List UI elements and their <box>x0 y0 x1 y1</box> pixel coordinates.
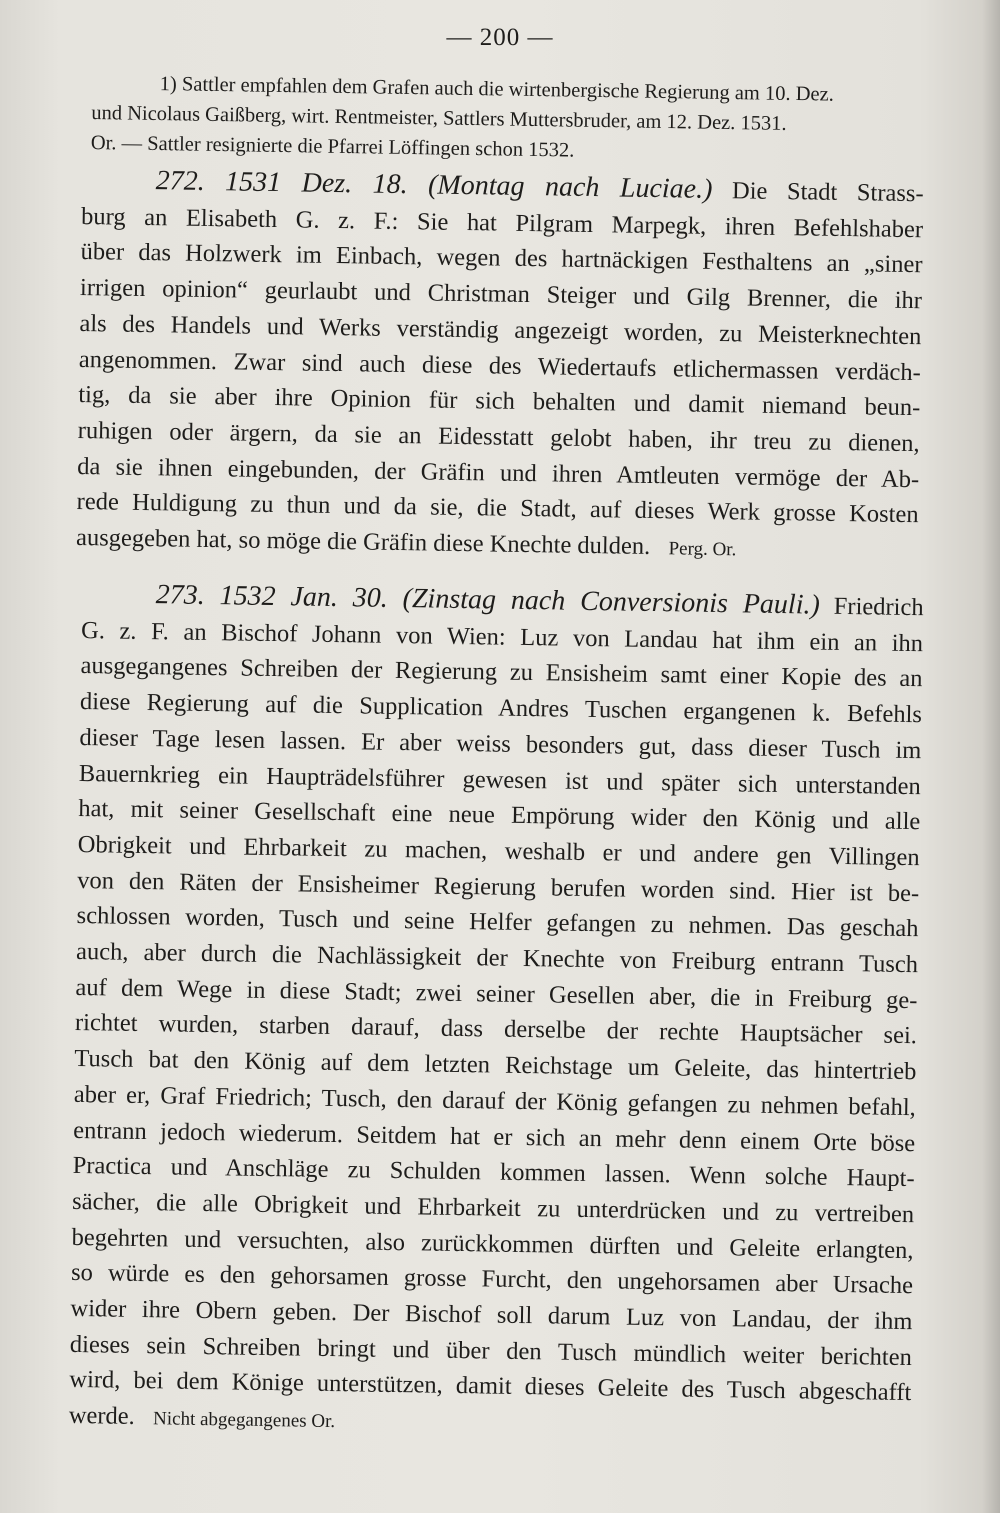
entry-line: hat, mit seiner Gesellschaft eine neue Empörung wider den König und alle <box>78 795 921 836</box>
entry-line: tig, da sie aber ihre Opinion für sich behalten und damit niemand beun- <box>78 381 921 422</box>
entry-heading-rest: Friedrich <box>833 592 924 622</box>
page-edge-shadow <box>982 0 1000 1513</box>
entry-line: über das Holzwerk im Einbach, wegen des hartnäckigen Festhaltens an „siner <box>80 238 923 279</box>
entry-line: ausgegeben hat, so möge die Gräfin diese Knechte dulden. <box>75 523 651 561</box>
source-note: Perg. Or. <box>668 538 737 561</box>
entry-line: ruhigen oder ärgern, da sie an Eidesstatt gelobt haben, ihr treu zu dienen, <box>77 416 920 458</box>
entry-line: Tusch bat den König auf dem letzten Reichstage um Geleite, das hintertrieb <box>74 1045 917 1086</box>
entry-line: da sie ihnen eingebunden, der Gräfin und ihren Amtleuten vermöge der Ab- <box>77 452 920 493</box>
footnote-line: 1) Sattler empfahlen dem Grafen auch die wirtenbergische Regierung am 10. Dez. <box>159 73 835 106</box>
entry-line: Obrigkeit und Ehrbarkeit zu machen, weshalb er und andere gen Villingen <box>77 830 920 872</box>
entry-line: irrigen opinion“ geurlaubt und Christman Steiger und Gilg Brenner, die ihr <box>79 274 923 315</box>
footnote-line: und Nicolaus Gaißberg, wirt. Rentmeister, Sattlers Muttersbruder, am 12. Dez. 1531. <box>91 101 787 135</box>
entry-line: burg an Elisabeth G. z. F.: Sie hat Pilgram Marpegk, ihren Befehlshaber <box>80 202 924 243</box>
entry-line: angenommen. Zwar sind auch diese des Wiedertaufs etlichermassen verdäch- <box>78 345 922 386</box>
entry-heading: 273. 1532 Jan. 30. (Zinstag nach Conversionis Pauli.) <box>155 579 821 621</box>
entry-line: so würde es den gehorsamen grosse Furcht, den ungehorsamen aber Ursache <box>70 1259 914 1300</box>
footnote <box>91 68 930 171</box>
entry-heading: 272. 1531 Dez. 18. (Montag nach Luciae.) <box>155 165 713 205</box>
entry-line: sächer, die alle Obrigkeit und Ehrbarkeit zu unterdrücken und zu vertreiben <box>71 1187 915 1229</box>
entry-line: richtet wurden, starben darauf, dass derselbe der rechte Hauptsächer sei. <box>74 1009 918 1050</box>
entry-line: Practica und Anschläge zu Schulden kommen lassen. Wenn solche Haupt- <box>72 1152 915 1193</box>
entry-272 <box>76 162 924 571</box>
entry-line: begehrten und versuchten, also zurückkommen dürften und Geleite erlangten, <box>71 1223 914 1264</box>
entry-line: diese Regierung auf die Supplication Andres Tuschen ergangenen k. Befehls <box>79 688 923 729</box>
page-number: — 200 — <box>446 24 554 51</box>
entry-line: G. z. F. an Bischof Johann von Wien: Luz von Landau hat ihm ein an ihn <box>80 616 924 657</box>
entry-line: entrann jedoch wiederum. Seitdem hat er sich an mehr denn einem Orte böse <box>73 1116 916 1157</box>
entry-line: von den Räten der Ensisheimer Regierung berufen worden sind. Hier ist be- <box>77 866 920 907</box>
entry-line: wider ihre Obern geben. Der Bischof soll darum Luz von Landau, der ihm <box>70 1294 913 1336</box>
source-note: Nicht abgegangenes Or. <box>152 1408 336 1433</box>
entry-line: auch, aber durch die Nachlässigkeit der Knechte von Freiburg entrann Tusch <box>75 937 919 979</box>
entry-line: ausgegangenes Schreiben der Regierung zu Ensisheim samt einer Kopie des an <box>80 652 923 693</box>
entry-line: als des Handels und Werks verständig angezeigt worden, zu Meisterknechten <box>79 309 922 351</box>
entry-line: Bauernkrieg ein Haupträdelsführer gewesen ist und später sich unterstanden <box>78 759 922 800</box>
entry-line: rede Huldigung zu thun und da sie, die Stadt, auf dieses Werk grosse Kosten <box>76 488 919 529</box>
entry-273 <box>68 576 923 1449</box>
footnote-line: Or. — Sattler resignierte die Pfarrei Löffingen schon 1532. <box>90 131 575 162</box>
entry-line: dieses sein Schreiben bringt und über den Tusch mündlich weiter berichten <box>69 1330 913 1371</box>
entry-line: werde. <box>68 1402 135 1431</box>
entry-line: aber er, Graf Friedrich; Tusch, den darauf der König gefangen zu nehmen befahl, <box>73 1080 916 1122</box>
entry-line: auf dem Wege in diese Stadt; zwei seiner Gesellen aber, die in Freiburg ge- <box>75 973 918 1014</box>
entry-line: wird, bei dem Könige unterstützen, damit dieses Geleite des Tusch abgeschafft <box>69 1366 912 1407</box>
entry-heading-rest: Die Stadt Strass- <box>731 177 924 208</box>
entry-line: schlossen worden, Tusch und seine Helfer gefangen zu nehmen. Das geschah <box>76 902 919 943</box>
entry-line: dieser Tage lesen lassen. Er aber weiss besonders gut, dass dieser Tusch im <box>79 723 922 765</box>
